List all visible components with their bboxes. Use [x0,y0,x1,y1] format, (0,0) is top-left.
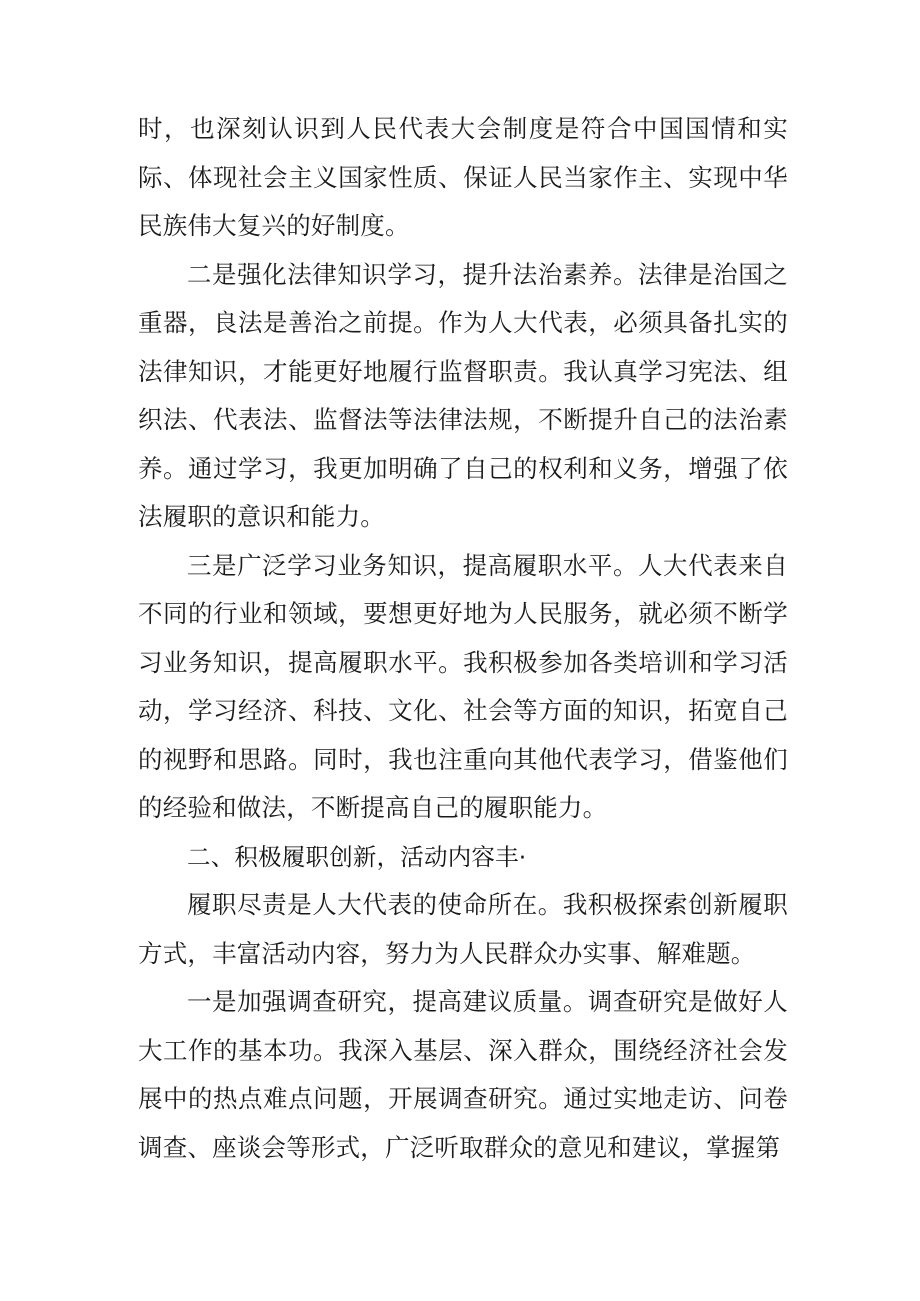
paragraph-business-study: 三是广泛学习业务知识，提高履职水平。人大代表来自不同的行业和领域，要想更好地为人民服务，就必须不断学习业务知识，提高履职水平。我积极参加各类培训和学习活动，学习经济、科技、文化、社会等方面的知识，拓宽自己的视野和思路。同时，我也注重向其他代表学习，借鉴他们的经验和做法，不断提高自己的履职能力。 [138,550,788,822]
section-heading: 二、积极履职创新，活动内容丰· [187,842,527,871]
paragraph-investigation: 一是加强调查研究，提高建议质量。调查研究是做好人大工作的基本功。我深入基层、深入群众，围绕经济社会发展中的热点难点问题，开展调查研究。通过实地走访、问卷调查、座谈会等形式，广泛听取群众的意见和建议，掌握第 [138,987,788,1162]
document-body [138,105,788,1172]
paragraph-duty-intro: 履职尽责是人大代表的使命所在。我积极探索创新履职方式，丰富活动内容，努力为人民群众办实事、解难题。 [138,890,788,968]
paragraph-law-study: 二是强化法律知识学习，提升法治素养。法律是治国之重器，良法是善治之前提。作为人大代表，必须具备扎实的法律知识，才能更好地履行监督职责。我认真学习宪法、组织法、代表法、监督法等法律法规，不断提升自己的法治素养。通过学习，我更加明确了自己的权利和义务，增强了依法履职的意识和能力。 [138,259,788,531]
paragraph-continuation: 时，也深刻认识到人民代表大会制度是符合中国国情和实际、体现社会主义国家性质、保证人民当家作主、实现中华民族伟大复兴的好制度。 [138,114,788,240]
